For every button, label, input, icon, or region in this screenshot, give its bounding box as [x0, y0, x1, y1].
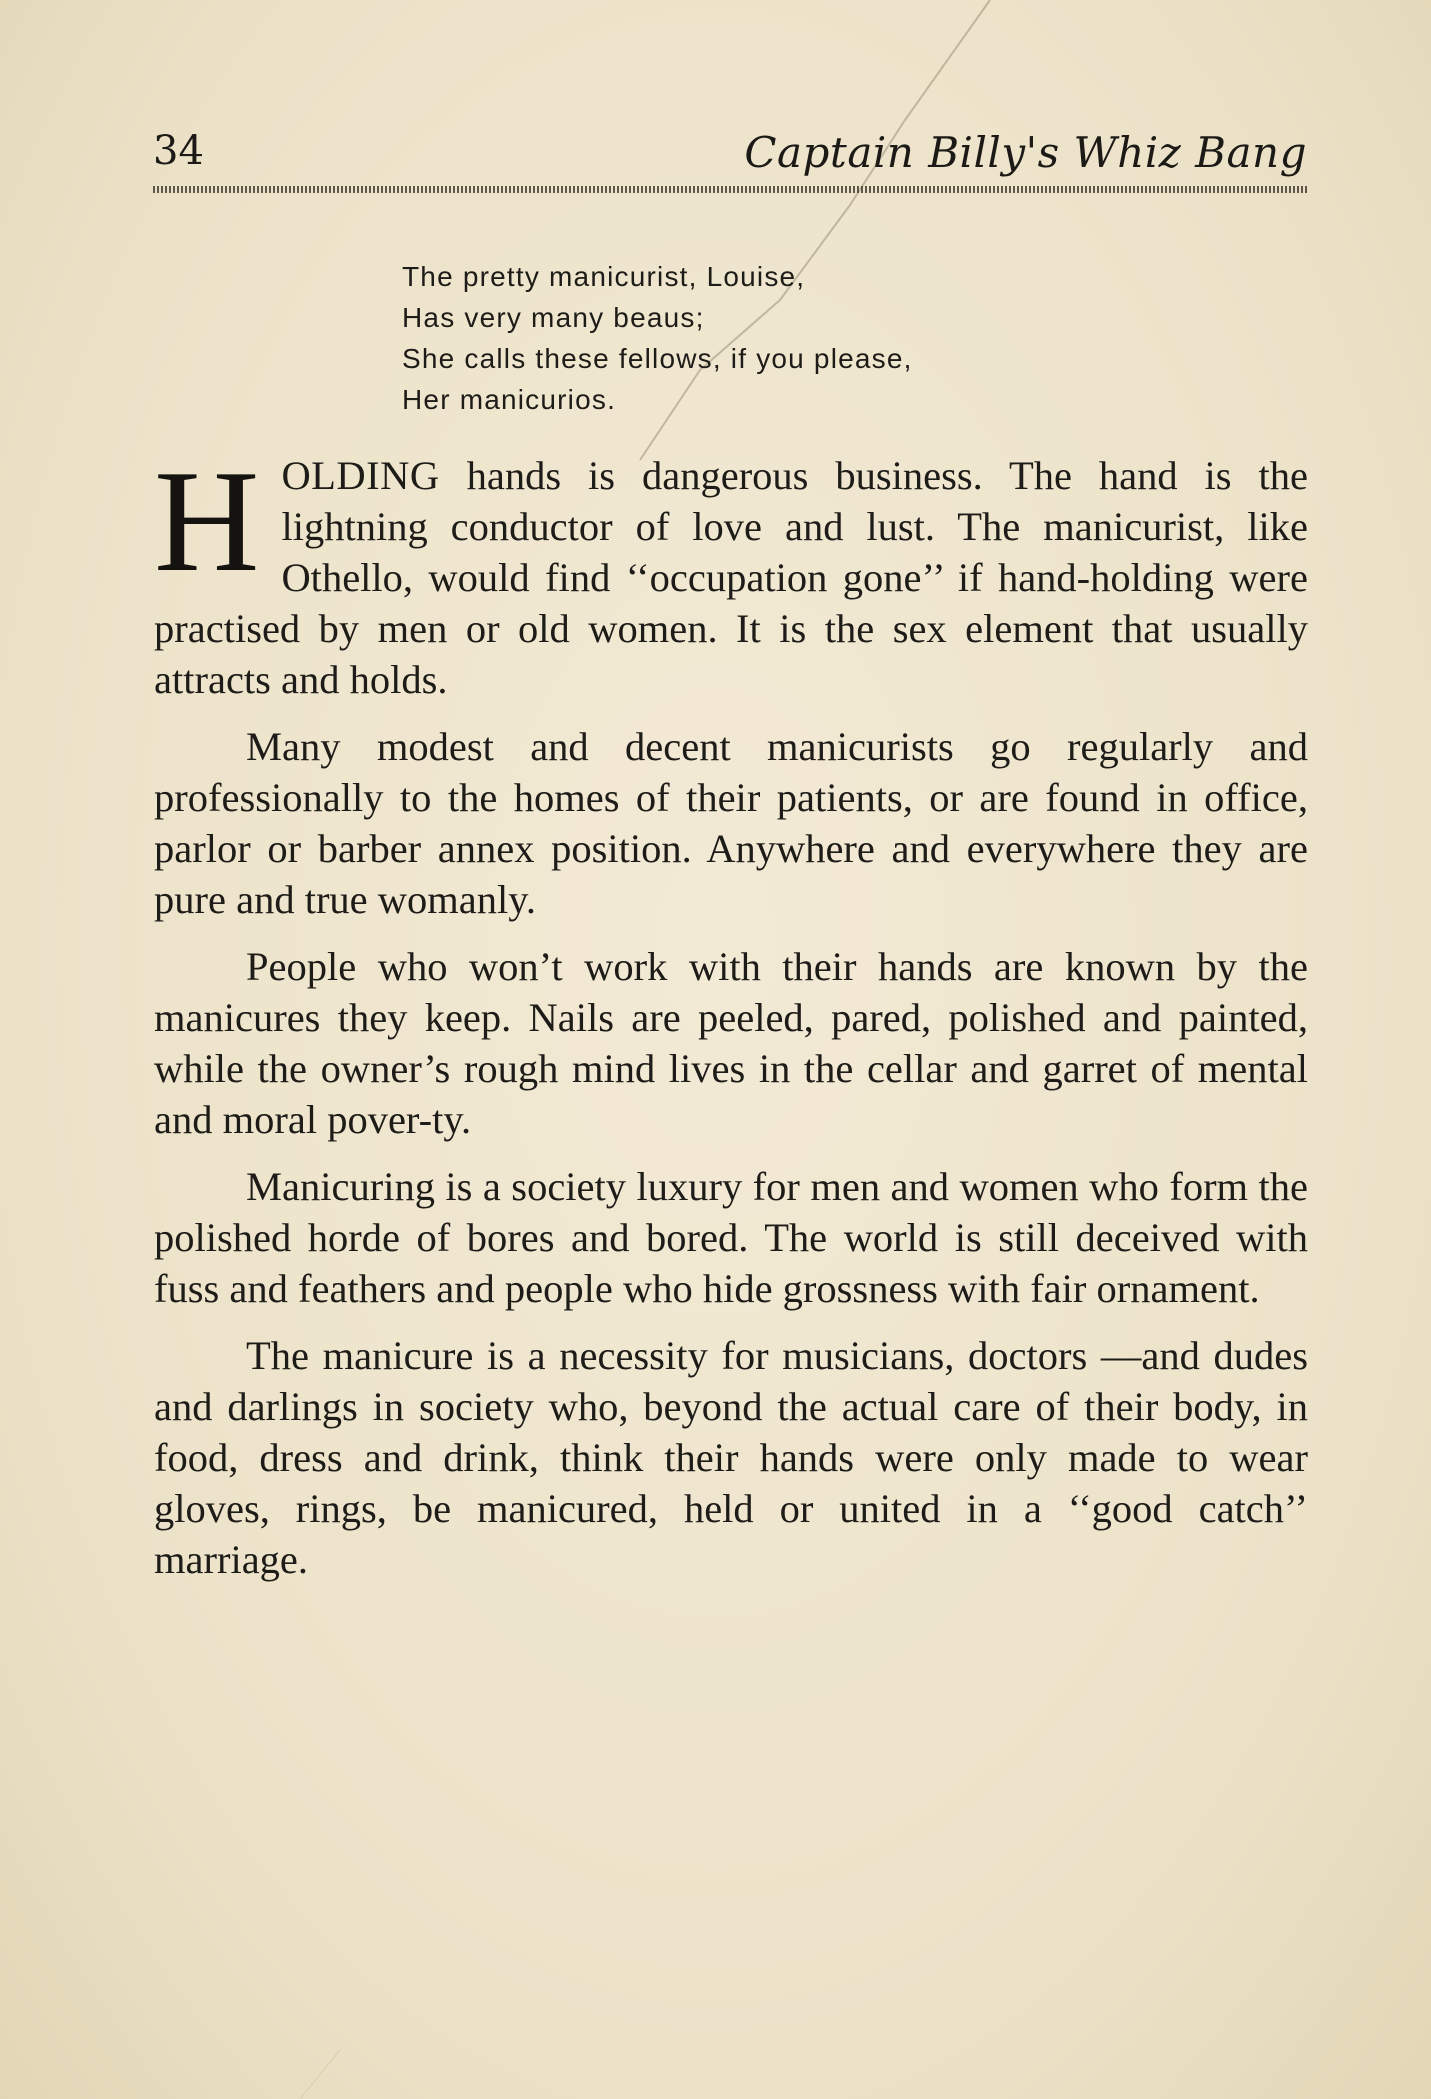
article-body [154, 440, 1308, 1601]
paragraph [154, 440, 1308, 705]
page-header [153, 128, 1307, 188]
verse-line: Her manicurios. [402, 384, 617, 415]
verse-line: Has very many beaus; [402, 302, 705, 333]
paragraph: Many modest and decent manicurists go regularly and professionally to the homes of their patients, or are found in office, parlor or barber annex position. Anywhere and everywhere they are pure and true womanly. [154, 724, 1308, 922]
first-word: OLDING [281, 453, 440, 498]
paragraph-text: hands is dangerous business. The hand is the lightning conductor of love and lust. The manicurist, like Othello, would find ‘‘occupation gone’’ if hand-holding were practised by men or old women. It is the sex element that usually attracts and holds. [154, 453, 1308, 702]
header-rule [153, 186, 1307, 193]
page-number: 34 [153, 128, 204, 174]
drop-cap: H [154, 440, 260, 602]
paragraph: The manicure is a necessity for musicians, doctors —and dudes and darlings in society who, beyond the actual care of their body, in food, dress and drink, think their hands were only made to wear gloves, rings, be manicured, held or united in a ‘‘good catch’’ marriage. [154, 1333, 1308, 1582]
paragraph: People who won’t work with their hands are known by the manicures they keep. Nails are peeled, pared, polished and painted, while the owner’s rough mind lives in the cellar and garret of mental and moral pover-ty. [154, 944, 1308, 1142]
verse [402, 256, 1122, 420]
verse-line: She calls these fellows, if you please, [402, 343, 913, 374]
paragraph: Manicuring is a society luxury for men and women who form the polished horde of bores and bored. The world is still deceived with fuss and feathers and people who hide grossness with fair ornament. [154, 1164, 1308, 1311]
verse-line: The pretty manicurist, Louise, [402, 261, 806, 292]
running-title: Captain Billy's Whiz Bang [744, 128, 1307, 177]
